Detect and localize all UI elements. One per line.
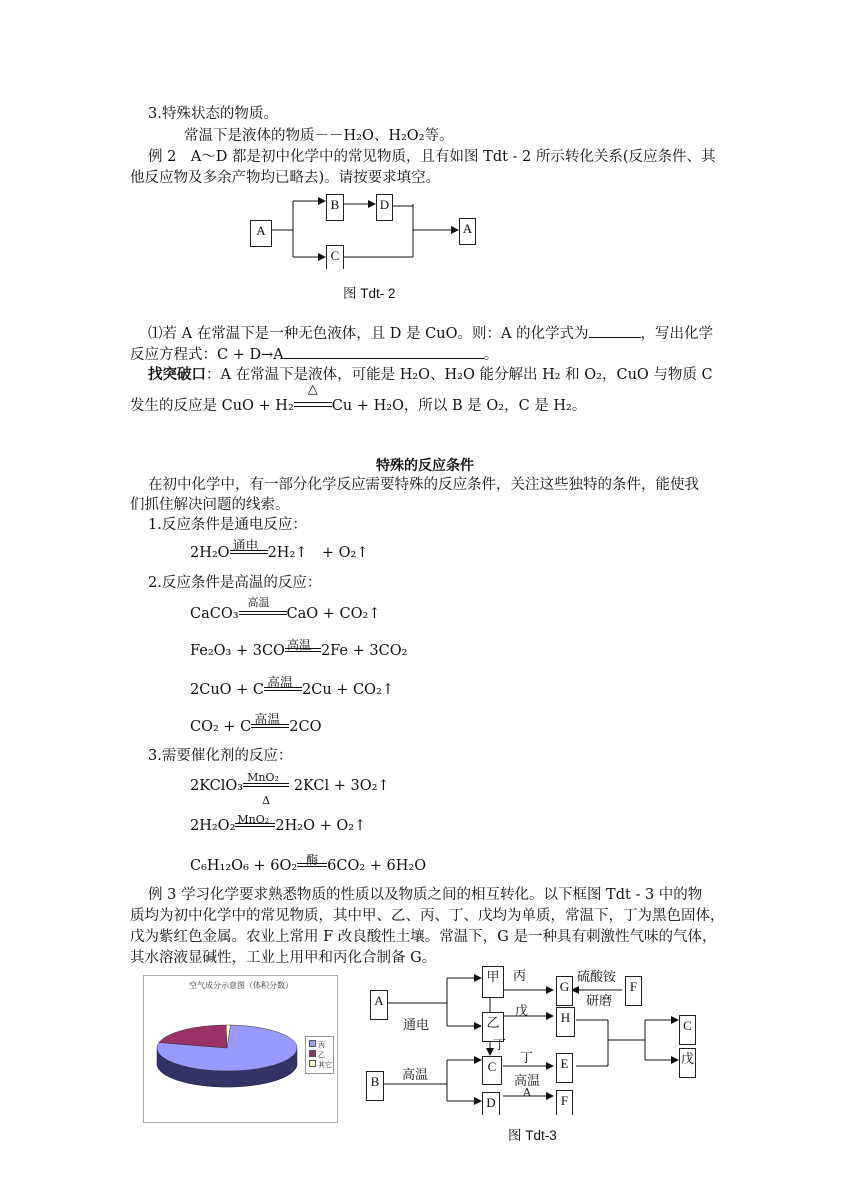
high-temp-title: 2.反应条件是高温的反应：: [148, 575, 322, 591]
electrolysis-title: 1.反应条件是通电反应：: [148, 517, 307, 533]
equation-caco3: CaCO₃ 高温 CaO + CO₂↑: [190, 596, 381, 622]
fig3-node-f-bottom: F: [556, 1090, 573, 1115]
fig3-node-jia: 甲: [482, 966, 504, 998]
legend-item-yi: 乙: [309, 1050, 325, 1060]
label-ding-1: 丁: [493, 1038, 507, 1053]
fig3-node-yi: 乙: [482, 1012, 504, 1042]
breakthrough-line-2: 发生的反应是 CuO + H₂ △ Cu + H₂O，所以 B 是 O₂，C 是 H₂。: [130, 382, 587, 414]
fig3-node-g: G: [556, 976, 573, 1006]
fig3-node-h: H: [556, 1007, 575, 1037]
label-bing: 丙: [513, 969, 527, 984]
section-3-title: 3.特殊状态的物质。: [148, 106, 278, 122]
example-2-line-2: 他反应物及多余产物均已略去)。请按要求填空。: [130, 170, 441, 186]
fig3-node-a: A: [370, 990, 388, 1020]
breakthrough-label: 找突破口: [148, 366, 206, 383]
fig3-node-c: C: [482, 1056, 502, 1085]
pie-chart-title: 空气成分示意图（体积分数）: [189, 981, 293, 990]
intro-line-1: 在初中化学中，有一部分化学反应需要特殊的反应条件，关注这些独特的条件，能使我: [148, 477, 699, 493]
fig2-node-b: B: [326, 194, 344, 221]
fig2-node-d: D: [376, 194, 393, 221]
intro-line-2: 们抓住解决问题的线索。: [130, 497, 290, 513]
fig3-node-f-right: F: [625, 976, 642, 1006]
fig3-node-d: D: [482, 1092, 500, 1115]
question-1-line-2: 反应方程式：C + D→A 。: [130, 344, 498, 365]
breakthrough-line-1: 找突破口：A 在常温下是液体，可能是 H₂O、H₂O 能分解出 H₂ 和 O₂，CuO 与物质 C: [148, 366, 713, 383]
fig2-node-c: C: [326, 245, 344, 269]
label-wu: 戊: [515, 1004, 529, 1019]
legend-item-bing: 丙: [309, 1040, 325, 1050]
fig3-node-c-out: C: [679, 1015, 696, 1045]
fig3-caption: 图 Tdt-3: [508, 1128, 557, 1143]
fig2-node-a: A: [250, 220, 272, 247]
label-gaowen-2: 高温: [514, 1074, 541, 1089]
special-conditions-heading: 特殊的反应条件: [376, 457, 474, 473]
example-3-line-3: 戊为紫红色金属。农业上常用 F 改良酸性土壤。常温下，G 是一种具有刺激性气味的气体，: [130, 929, 717, 945]
heat-condition: △: [307, 382, 318, 397]
liquid-substances-text: 常温下是液体的物质－－H₂O、H₂O₂等。: [184, 128, 454, 144]
equation-kclo3: 2KClO₃ MnO₂ Δ 2KCl + 3O₂↑: [190, 771, 390, 807]
label-gaowen: 高温: [402, 1068, 429, 1083]
example-3-line-4: 其水溶液显碱性，工业上用甲和丙化合制备 G。: [130, 950, 437, 966]
question-1-line-1: ⑴若 A 在常温下是一种无色液体，且 D 是 CuO。则：A 的化学式为 ，写出化学: [148, 323, 713, 344]
example-3-line-1: 例 3 学习化学要求熟悉物质的性质以及物质之间的相互转化。以下框图 Tdt - 3 中的物: [148, 887, 703, 903]
equation-electrolysis: 2H₂O 通电 2H₂↑ + O₂↑: [190, 539, 369, 561]
fig3-node-wu: 戊: [679, 1048, 696, 1078]
label-a-arrow: A: [523, 1086, 531, 1099]
equation-h2o2: 2H₂O₂ MnO₂ 2H₂O + O₂↑: [190, 813, 367, 834]
label-ding-2: 丁: [520, 1051, 534, 1066]
equation-cuo-c: 2CuO + C 高温 2Cu + CO₂↑: [190, 676, 394, 698]
fig2-node-a-right: A: [459, 218, 476, 245]
equation-fe2o3: Fe₂O₃ + 3CO 高温 2Fe + 3CO₂: [190, 638, 408, 659]
example-2-line-1: 例 2 A～D 都是初中化学中的常见物质，且有如图 Tdt - 2 所示转化关系(反应条件、其: [148, 149, 716, 165]
equation-co2-c: CO₂ + C 高温 2CO: [190, 713, 322, 735]
label-tongdian: 通电: [403, 1018, 430, 1033]
example-3-line-2: 质均为初中化学中的常见物质，其中甲、乙、丙、丁、戊均为单质，常温下，丁为黑色固体，: [130, 908, 725, 924]
label-ammonium-sulfate: 硫酸铵: [577, 970, 617, 985]
catalyst-title: 3.需要催化剂的反应：: [148, 748, 293, 764]
fig2-caption: 图 Tdt- 2: [343, 286, 396, 301]
equation-glucose: C₆H₁₂O₆ + 6O₂ 酶 6CO₂ + 6H₂O: [190, 853, 427, 874]
fig3-node-e: E: [556, 1053, 573, 1083]
fig3-node-b: B: [366, 1071, 384, 1101]
label-grinding: 研磨: [586, 994, 613, 1009]
legend-item-other: 其它: [309, 1060, 332, 1070]
